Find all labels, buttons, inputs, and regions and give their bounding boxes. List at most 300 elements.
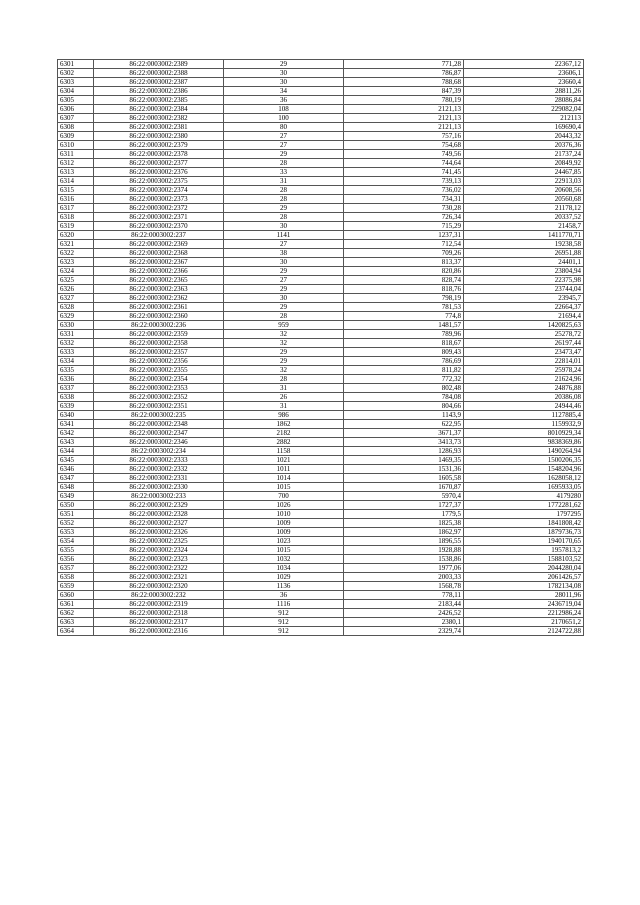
row-number-cell: 6339	[58, 402, 94, 411]
table-row	[58, 159, 584, 168]
cadastral-number-cell: 86:22:0003002:2321	[94, 573, 224, 582]
table-row	[58, 357, 584, 366]
unit-value-cell: 757,16	[344, 132, 464, 141]
row-number-cell: 6350	[58, 501, 94, 510]
area-cell: 100	[224, 114, 344, 123]
row-number-cell: 6340	[58, 411, 94, 420]
unit-value-cell: 1481,57	[344, 321, 464, 330]
unit-value-cell: 847,39	[344, 87, 464, 96]
table-row	[58, 321, 584, 330]
cadastral-number-cell: 86:22:0003002:2385	[94, 96, 224, 105]
area-cell: 28	[224, 375, 344, 384]
area-cell: 1009	[224, 519, 344, 528]
cadastral-number-cell: 86:22:0003002:237	[94, 231, 224, 240]
table-row	[58, 420, 584, 429]
table-row	[58, 627, 584, 636]
area-cell: 32	[224, 366, 344, 375]
cadastral-number-cell: 86:22:0003002:2374	[94, 186, 224, 195]
cadastral-number-cell: 86:22:0003002:2382	[94, 114, 224, 123]
row-number-cell: 6341	[58, 420, 94, 429]
cadastral-number-cell: 86:22:0003002:2360	[94, 312, 224, 321]
cadastral-value-cell: 20376,36	[464, 141, 584, 150]
row-number-cell: 6302	[58, 69, 94, 78]
area-cell: 29	[224, 267, 344, 276]
table-row	[58, 375, 584, 384]
table-row	[58, 609, 584, 618]
area-cell: 32	[224, 330, 344, 339]
cadastral-value-cell: 1588103,52	[464, 555, 584, 564]
table-row	[58, 204, 584, 213]
cadastral-number-cell: 86:22:0003002:2366	[94, 267, 224, 276]
unit-value-cell: 1531,36	[344, 465, 464, 474]
row-number-cell: 6319	[58, 222, 94, 231]
cadastral-number-cell: 86:22:0003002:2332	[94, 465, 224, 474]
area-cell: 33	[224, 168, 344, 177]
unit-value-cell: 3413,73	[344, 438, 464, 447]
cadastral-number-cell: 86:22:0003002:2378	[94, 150, 224, 159]
area-cell: 29	[224, 285, 344, 294]
unit-value-cell: 1538,86	[344, 555, 464, 564]
row-number-cell: 6311	[58, 150, 94, 159]
table-row	[58, 555, 584, 564]
cadastral-value-cell: 1500206,35	[464, 456, 584, 465]
cadastral-number-cell: 86:22:0003002:2352	[94, 393, 224, 402]
area-cell: 1010	[224, 510, 344, 519]
cadastral-number-cell: 86:22:0003002:2318	[94, 609, 224, 618]
cadastral-value-cell: 22367,12	[464, 60, 584, 69]
area-cell: 30	[224, 294, 344, 303]
row-number-cell: 6358	[58, 573, 94, 582]
table-row	[58, 141, 584, 150]
cadastral-number-cell: 86:22:0003002:2356	[94, 357, 224, 366]
cadastral-value-cell: 1695933,05	[464, 483, 584, 492]
row-number-cell: 6317	[58, 204, 94, 213]
row-number-cell: 6315	[58, 186, 94, 195]
cadastral-number-cell: 86:22:0003002:2357	[94, 348, 224, 357]
cadastral-value-cell: 169690,4	[464, 123, 584, 132]
table-row	[58, 132, 584, 141]
cadastral-value-cell: 20849,92	[464, 159, 584, 168]
cadastral-value-cell: 2044280,04	[464, 564, 584, 573]
cadastral-number-cell: 86:22:0003002:2346	[94, 438, 224, 447]
row-number-cell: 6355	[58, 546, 94, 555]
row-number-cell: 6325	[58, 276, 94, 285]
unit-value-cell: 1928,88	[344, 546, 464, 555]
row-number-cell: 6312	[58, 159, 94, 168]
area-cell: 27	[224, 132, 344, 141]
table-row	[58, 258, 584, 267]
area-cell: 38	[224, 249, 344, 258]
cadastral-number-cell: 86:22:0003002:2373	[94, 195, 224, 204]
table-row	[58, 510, 584, 519]
cadastral-number-cell: 86:22:0003002:2376	[94, 168, 224, 177]
cadastral-value-cell: 25278,72	[464, 330, 584, 339]
unit-value-cell: 820,86	[344, 267, 464, 276]
table-row	[58, 186, 584, 195]
area-cell: 959	[224, 321, 344, 330]
row-number-cell: 6363	[58, 618, 94, 627]
row-number-cell: 6318	[58, 213, 94, 222]
cadastral-value-cell: 1940170,65	[464, 537, 584, 546]
table-row	[58, 438, 584, 447]
cadastral-value-cell: 28011,96	[464, 591, 584, 600]
table-row	[58, 393, 584, 402]
cadastral-value-cell: 1782134,08	[464, 582, 584, 591]
table-row	[58, 276, 584, 285]
table-row	[58, 528, 584, 537]
cadastral-value-cell: 1411770,71	[464, 231, 584, 240]
cadastral-number-cell: 86:22:0003002:2319	[94, 600, 224, 609]
cadastral-value-cell: 26951,88	[464, 249, 584, 258]
cadastral-number-cell: 86:22:0003002:232	[94, 591, 224, 600]
unit-value-cell: 771,28	[344, 60, 464, 69]
cadastral-value-cell: 20337,52	[464, 213, 584, 222]
unit-value-cell: 744,64	[344, 159, 464, 168]
area-cell: 31	[224, 384, 344, 393]
unit-value-cell: 2003,33	[344, 573, 464, 582]
unit-value-cell: 1469,35	[344, 456, 464, 465]
unit-value-cell: 741,45	[344, 168, 464, 177]
cadastral-value-cell: 2124722,88	[464, 627, 584, 636]
area-cell: 912	[224, 618, 344, 627]
row-number-cell: 6344	[58, 447, 94, 456]
cadastral-value-cell: 8010929,34	[464, 429, 584, 438]
area-cell: 986	[224, 411, 344, 420]
area-cell: 1136	[224, 582, 344, 591]
area-cell: 29	[224, 60, 344, 69]
table-body	[58, 60, 584, 636]
cadastral-value-cell: 4179280	[464, 492, 584, 501]
area-cell: 29	[224, 303, 344, 312]
row-number-cell: 6335	[58, 366, 94, 375]
table-row	[58, 501, 584, 510]
cadastral-number-cell: 86:22:0003002:2370	[94, 222, 224, 231]
unit-value-cell: 788,68	[344, 78, 464, 87]
row-number-cell: 6324	[58, 267, 94, 276]
row-number-cell: 6313	[58, 168, 94, 177]
cadastral-number-cell: 86:22:0003002:2347	[94, 429, 224, 438]
cadastral-value-cell: 24401,1	[464, 258, 584, 267]
area-cell: 36	[224, 591, 344, 600]
unit-value-cell: 828,74	[344, 276, 464, 285]
row-number-cell: 6360	[58, 591, 94, 600]
area-cell: 29	[224, 357, 344, 366]
area-cell: 1034	[224, 564, 344, 573]
row-number-cell: 6309	[58, 132, 94, 141]
row-number-cell: 6322	[58, 249, 94, 258]
row-number-cell: 6329	[58, 312, 94, 321]
cadastral-value-cell: 21694,4	[464, 312, 584, 321]
cadastral-number-cell: 86:22:0003002:2331	[94, 474, 224, 483]
row-number-cell: 6308	[58, 123, 94, 132]
table-row	[58, 150, 584, 159]
cadastral-value-cell: 2436719,04	[464, 600, 584, 609]
unit-value-cell: 1779,5	[344, 510, 464, 519]
area-cell: 28	[224, 312, 344, 321]
cadastral-number-cell: 86:22:0003002:2384	[94, 105, 224, 114]
cadastral-number-cell: 86:22:0003002:2375	[94, 177, 224, 186]
area-cell: 700	[224, 492, 344, 501]
row-number-cell: 6349	[58, 492, 94, 501]
cadastral-value-cell: 22664,37	[464, 303, 584, 312]
unit-value-cell: 2121,13	[344, 123, 464, 132]
cadastral-number-cell: 86:22:0003002:2327	[94, 519, 224, 528]
cadastral-value-cell: 23606,1	[464, 69, 584, 78]
table-row	[58, 177, 584, 186]
row-number-cell: 6337	[58, 384, 94, 393]
row-number-cell: 6333	[58, 348, 94, 357]
area-cell: 28	[224, 159, 344, 168]
row-number-cell: 6307	[58, 114, 94, 123]
area-cell: 29	[224, 348, 344, 357]
area-cell: 28	[224, 213, 344, 222]
unit-value-cell: 712,54	[344, 240, 464, 249]
cadastral-value-cell: 20443,32	[464, 132, 584, 141]
cadastral-number-cell: 86:22:0003002:2353	[94, 384, 224, 393]
cadastral-number-cell: 86:22:0003002:2326	[94, 528, 224, 537]
row-number-cell: 6305	[58, 96, 94, 105]
cadastral-value-cell: 22375,98	[464, 276, 584, 285]
area-cell: 30	[224, 258, 344, 267]
cadastral-value-cell: 28811,26	[464, 87, 584, 96]
table-row	[58, 87, 584, 96]
cadastral-value-cell: 24876,88	[464, 384, 584, 393]
row-number-cell: 6338	[58, 393, 94, 402]
unit-value-cell: 734,31	[344, 195, 464, 204]
unit-value-cell: 622,95	[344, 420, 464, 429]
area-cell: 1011	[224, 465, 344, 474]
cadastral-number-cell: 86:22:0003002:2377	[94, 159, 224, 168]
cadastral-number-cell: 86:22:0003002:2328	[94, 510, 224, 519]
area-cell: 1015	[224, 483, 344, 492]
cadastral-number-cell: 86:22:0003002:2348	[94, 420, 224, 429]
table-row	[58, 483, 584, 492]
area-cell: 28	[224, 195, 344, 204]
cadastral-number-cell: 86:22:0003002:2365	[94, 276, 224, 285]
cadastral-value-cell: 22913,03	[464, 177, 584, 186]
unit-value-cell: 818,67	[344, 339, 464, 348]
unit-value-cell: 789,96	[344, 330, 464, 339]
cadastral-value-cell: 26197,44	[464, 339, 584, 348]
area-cell: 1026	[224, 501, 344, 510]
cadastral-value-cell: 2061426,57	[464, 573, 584, 582]
unit-value-cell: 772,32	[344, 375, 464, 384]
row-number-cell: 6357	[58, 564, 94, 573]
table-row	[58, 330, 584, 339]
unit-value-cell: 780,19	[344, 96, 464, 105]
area-cell: 1009	[224, 528, 344, 537]
cadastral-value-cell: 23744,04	[464, 285, 584, 294]
row-number-cell: 6310	[58, 141, 94, 150]
cadastral-value-cell: 2212986,24	[464, 609, 584, 618]
cadastral-value-cell: 1879736,73	[464, 528, 584, 537]
area-cell: 29	[224, 150, 344, 159]
table-row	[58, 618, 584, 627]
table-row	[58, 600, 584, 609]
area-cell: 27	[224, 240, 344, 249]
area-cell: 1862	[224, 420, 344, 429]
row-number-cell: 6353	[58, 528, 94, 537]
unit-value-cell: 786,87	[344, 69, 464, 78]
row-number-cell: 6304	[58, 87, 94, 96]
cadastral-value-cell: 1420825,63	[464, 321, 584, 330]
cadastral-value-cell: 22814,01	[464, 357, 584, 366]
area-cell: 1021	[224, 456, 344, 465]
unit-value-cell: 778,11	[344, 591, 464, 600]
cadastral-number-cell: 86:22:0003002:2379	[94, 141, 224, 150]
table-row	[58, 546, 584, 555]
unit-value-cell: 715,29	[344, 222, 464, 231]
cadastral-value-cell: 23660,4	[464, 78, 584, 87]
row-number-cell: 6342	[58, 429, 94, 438]
unit-value-cell: 809,43	[344, 348, 464, 357]
table-row	[58, 96, 584, 105]
table-row	[58, 537, 584, 546]
cadastral-number-cell: 86:22:0003002:2325	[94, 537, 224, 546]
cadastral-value-cell: 1957813,2	[464, 546, 584, 555]
table-row	[58, 339, 584, 348]
table-row	[58, 303, 584, 312]
table-row	[58, 348, 584, 357]
area-cell: 2882	[224, 438, 344, 447]
table-row	[58, 294, 584, 303]
table-row	[58, 60, 584, 69]
row-number-cell: 6332	[58, 339, 94, 348]
unit-value-cell: 1896,55	[344, 537, 464, 546]
row-number-cell: 6321	[58, 240, 94, 249]
cadastral-value-cell: 1841808,42	[464, 519, 584, 528]
cadastral-value-cell: 28086,84	[464, 96, 584, 105]
row-number-cell: 6354	[58, 537, 94, 546]
unit-value-cell: 1977,06	[344, 564, 464, 573]
unit-value-cell: 798,19	[344, 294, 464, 303]
area-cell: 27	[224, 276, 344, 285]
cadastral-number-cell: 86:22:0003002:2389	[94, 60, 224, 69]
cadastral-value-cell: 24467,85	[464, 168, 584, 177]
unit-value-cell: 2380,1	[344, 618, 464, 627]
cadastral-value-cell: 24944,46	[464, 402, 584, 411]
cadastral-value-cell: 20560,68	[464, 195, 584, 204]
area-cell: 29	[224, 204, 344, 213]
row-number-cell: 6301	[58, 60, 94, 69]
area-cell: 912	[224, 609, 344, 618]
unit-value-cell: 1286,93	[344, 447, 464, 456]
table-row	[58, 240, 584, 249]
unit-value-cell: 2329,74	[344, 627, 464, 636]
unit-value-cell: 2121,13	[344, 105, 464, 114]
area-cell: 1141	[224, 231, 344, 240]
cadastral-number-cell: 86:22:0003002:2387	[94, 78, 224, 87]
unit-value-cell: 781,53	[344, 303, 464, 312]
cadastral-value-cell: 2170651,2	[464, 618, 584, 627]
area-cell: 80	[224, 123, 344, 132]
table-row	[58, 573, 584, 582]
cadastral-number-cell: 86:22:0003002:2329	[94, 501, 224, 510]
area-cell: 26	[224, 393, 344, 402]
cadastral-number-cell: 86:22:0003002:233	[94, 492, 224, 501]
row-number-cell: 6316	[58, 195, 94, 204]
cadastral-number-cell: 86:22:0003002:2381	[94, 123, 224, 132]
area-cell: 912	[224, 627, 344, 636]
cadastral-number-cell: 86:22:0003002:2333	[94, 456, 224, 465]
table-row	[58, 519, 584, 528]
cadastral-number-cell: 86:22:0003002:235	[94, 411, 224, 420]
cadastral-value-cell: 1127885,4	[464, 411, 584, 420]
area-cell: 31	[224, 402, 344, 411]
cadastral-number-cell: 86:22:0003002:2368	[94, 249, 224, 258]
table-row	[58, 105, 584, 114]
unit-value-cell: 709,26	[344, 249, 464, 258]
table-row	[58, 168, 584, 177]
unit-value-cell: 1862,97	[344, 528, 464, 537]
cadastral-value-cell: 229082,04	[464, 105, 584, 114]
table-row	[58, 429, 584, 438]
cadastral-number-cell: 86:22:0003002:2362	[94, 294, 224, 303]
row-number-cell: 6361	[58, 600, 94, 609]
cadastral-value-cell: 1490264,94	[464, 447, 584, 456]
area-cell: 28	[224, 186, 344, 195]
area-cell: 30	[224, 222, 344, 231]
table-row	[58, 402, 584, 411]
table-row	[58, 564, 584, 573]
unit-value-cell: 2183,44	[344, 600, 464, 609]
row-number-cell: 6336	[58, 375, 94, 384]
table-row	[58, 384, 584, 393]
cadastral-value-cell: 21737,24	[464, 150, 584, 159]
table-row	[58, 231, 584, 240]
unit-value-cell: 2426,52	[344, 609, 464, 618]
cadastral-value-cell: 1797295	[464, 510, 584, 519]
table-row	[58, 267, 584, 276]
cadastral-value-cell: 20608,56	[464, 186, 584, 195]
cadastral-value-cell: 21624,96	[464, 375, 584, 384]
row-number-cell: 6351	[58, 510, 94, 519]
unit-value-cell: 813,37	[344, 258, 464, 267]
unit-value-cell: 1568,78	[344, 582, 464, 591]
cadastral-number-cell: 86:22:0003002:2355	[94, 366, 224, 375]
unit-value-cell: 1237,31	[344, 231, 464, 240]
unit-value-cell: 1670,87	[344, 483, 464, 492]
cadastral-value-cell: 1772281,62	[464, 501, 584, 510]
cadastral-value-cell: 20386,08	[464, 393, 584, 402]
row-number-cell: 6359	[58, 582, 94, 591]
table-row	[58, 285, 584, 294]
cadastral-number-cell: 86:22:0003002:2380	[94, 132, 224, 141]
unit-value-cell: 811,82	[344, 366, 464, 375]
table-row	[58, 123, 584, 132]
cadastral-number-cell: 86:22:0003002:2386	[94, 87, 224, 96]
area-cell: 1023	[224, 537, 344, 546]
table-row	[58, 366, 584, 375]
row-number-cell: 6364	[58, 627, 94, 636]
area-cell: 1158	[224, 447, 344, 456]
area-cell: 31	[224, 177, 344, 186]
cadastral-value-cell: 19238,58	[464, 240, 584, 249]
table-row	[58, 213, 584, 222]
table-row	[58, 312, 584, 321]
table-row	[58, 582, 584, 591]
unit-value-cell: 739,13	[344, 177, 464, 186]
unit-value-cell: 818,76	[344, 285, 464, 294]
table-row	[58, 222, 584, 231]
cadastral-number-cell: 86:22:0003002:2363	[94, 285, 224, 294]
cadastral-value-cell: 9838369,86	[464, 438, 584, 447]
cadastral-number-cell: 86:22:0003002:2320	[94, 582, 224, 591]
cadastral-value-cell: 1159932,9	[464, 420, 584, 429]
row-number-cell: 6320	[58, 231, 94, 240]
cadastral-number-cell: 86:22:0003002:234	[94, 447, 224, 456]
cadastral-number-cell: 86:22:0003002:2330	[94, 483, 224, 492]
